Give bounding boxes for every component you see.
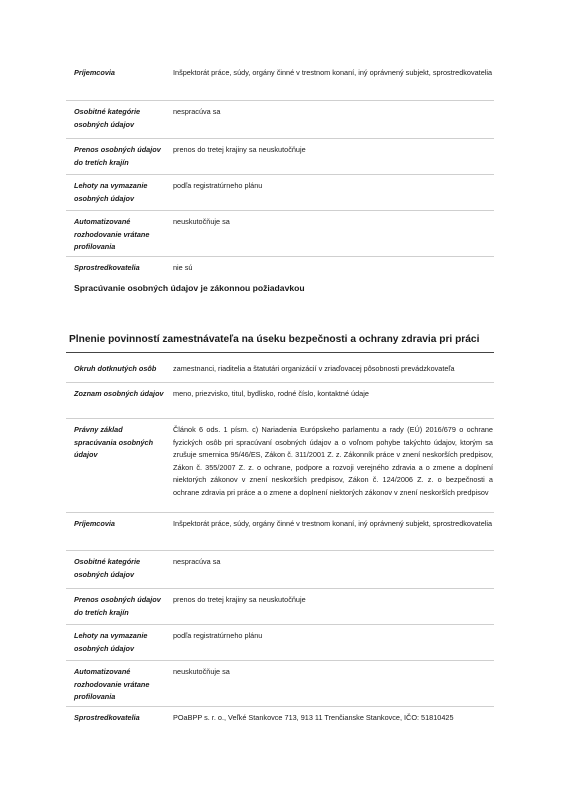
row-value: POaBPP s. r. o., Veľké Stankovce 713, 913 11 Trenčianske Stankovce, IČO: 51810425 xyxy=(173,713,454,722)
table-row xyxy=(66,100,494,139)
row-label: Lehoty na vymazanie osobných údajov xyxy=(74,181,148,203)
row-value: prenos do tretej krajiny sa neuskutočňuje xyxy=(173,145,306,154)
table-row xyxy=(66,588,494,625)
row-value: podľa registratúrneho plánu xyxy=(173,181,263,190)
heading-divider xyxy=(66,352,494,353)
table-row xyxy=(66,418,494,513)
row-label: Sprostredkovatelia xyxy=(74,263,140,272)
row-value: Inšpektorát práce, súdy, orgány činné v trestnom konaní, iný oprávnený subjekt, sprostredkovatelia xyxy=(173,68,493,77)
row-value: nie sú xyxy=(173,263,193,272)
row-label: Prenos osobných údajov do tretích krajín xyxy=(74,595,161,617)
row-label: Lehoty na vymazanie osobných údajov xyxy=(74,631,148,653)
table-row xyxy=(66,550,494,589)
table-row xyxy=(66,174,494,211)
row-value: Článok 6 ods. 1 písm. c) Nariadenia Európskeho parlamentu a rady (EÚ) 2016/679 o ochrane fyzických osôb pri spracúvaní osobných údajov a o voľnom pohybe takýchto údajov, ktorým sa zrušuje smernica 95/46/ES, Zákon č. 311/2001 Z. z. Zákonník práce v znení neskorších predpisov, Zákon č. 355/2007 Z. z. o ochrane, podpore a rozvoji verejného zdravia a o zmene a doplnení niektorých zákonov v znení neskorších predpisov, Zákon č. 124/2006 Z. z. o bezpečnosti a ochrane zdravia pri práce a o zmene a doplnení niektorých zákonov v znení neskorších predpisov xyxy=(173,425,493,497)
row-value: podľa registratúrneho plánu xyxy=(173,631,263,640)
row-label: Automatizované rozhodovanie vrátane profilovania xyxy=(74,667,150,702)
table-row xyxy=(66,382,494,419)
row-value: nespracúva sa xyxy=(173,107,221,116)
row-label: Sprostredkovatelia xyxy=(74,713,140,722)
row-label: Zoznam osobných údajov xyxy=(74,389,164,398)
row-label: Osobitné kategórie osobných údajov xyxy=(74,557,141,579)
row-value: neuskutočňuje sa xyxy=(173,217,230,226)
row-label: Príjemcovia xyxy=(74,519,115,528)
table-row xyxy=(66,210,494,257)
row-label: Automatizované rozhodovanie vrátane profilovania xyxy=(74,217,150,252)
row-label: Právny základ spracúvania osobných údajov xyxy=(74,425,154,460)
section-note: Spracúvanie osobných údajov je zákonnou požiadavkou xyxy=(74,283,305,293)
table-row xyxy=(66,660,494,707)
row-value: zamestnanci, riaditelia a štatutári organizácií v zriaďovacej pôsobnosti prevádzkovateľa xyxy=(173,364,455,373)
row-label: Osobitné kategórie osobných údajov xyxy=(74,107,141,129)
table-row xyxy=(66,138,494,175)
row-value: prenos do tretej krajiny sa neuskutočňuje xyxy=(173,595,306,604)
row-value: Inšpektorát práce, súdy, orgány činné v trestnom konaní, iný oprávnený subjekt, sprostredkovatelia xyxy=(173,519,493,528)
row-value: meno, priezvisko, titul, bydlisko, rodné číslo, kontaktné údaje xyxy=(173,389,369,398)
table-row xyxy=(66,512,494,551)
row-value: nespracúva sa xyxy=(173,557,221,566)
table-row xyxy=(66,624,494,661)
row-label: Príjemcovia xyxy=(74,68,115,77)
table-row xyxy=(66,256,494,279)
table-row xyxy=(66,706,494,731)
row-value: neuskutočňuje sa xyxy=(173,667,230,676)
row-label: Okruh dotknutých osôb xyxy=(74,364,157,373)
table-row xyxy=(66,358,494,382)
row-label: Prenos osobných údajov do tretích krajín xyxy=(74,145,161,167)
section-heading: Plnenie povinností zamestnávateľa na úseku bezpečnosti a ochrany zdravia pri práci xyxy=(69,334,480,345)
table-row xyxy=(66,62,494,100)
